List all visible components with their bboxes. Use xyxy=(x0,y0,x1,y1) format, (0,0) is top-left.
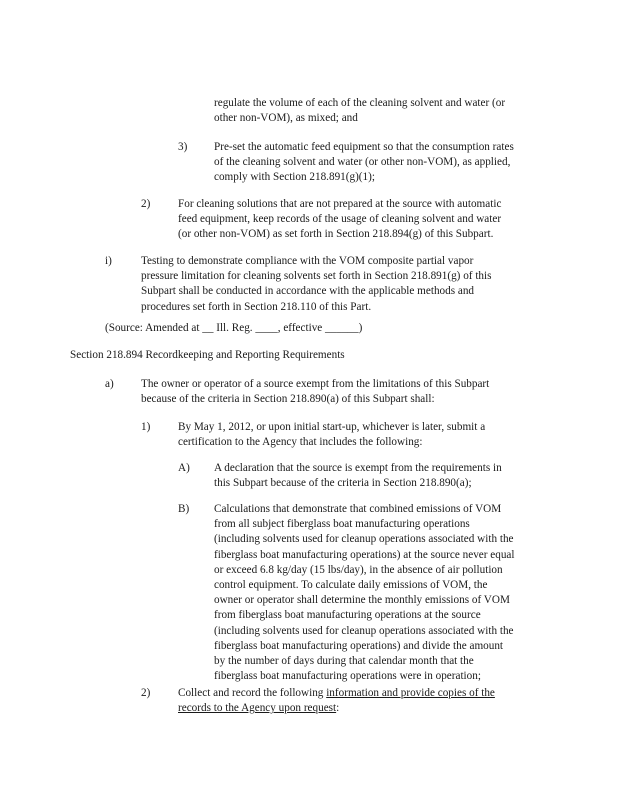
item-label: i) xyxy=(105,255,112,267)
item-B-text xyxy=(214,502,515,684)
text-line: The owner or operator of a source exempt from the limitations of this Subpart xyxy=(141,378,490,390)
source-note-text: (Source: Amended at __ Ill. Reg. ____, effective ______) xyxy=(105,322,363,334)
item-2-text xyxy=(178,197,501,243)
text-line: by the number of days during that calendar month that the xyxy=(214,655,474,668)
text-line: (or other non-VOM) as set forth in Section 218.894(g) of this Subpart. xyxy=(178,228,494,241)
item-3-text xyxy=(214,140,514,186)
section-heading xyxy=(70,348,345,363)
item-label: A) xyxy=(178,462,190,474)
text-line: (including solvents used for cleanup operations associated with the xyxy=(214,624,514,637)
plain-text: Collect and record the following xyxy=(178,687,327,699)
text-line: By May 1, 2012, or upon initial start-up, whichever is later, submit a xyxy=(178,421,486,433)
text-line: this Subpart because of the criteria in Section 218.890(a); xyxy=(214,477,472,490)
text-line: Pre-set the automatic feed equipment so that the consumption rates xyxy=(214,141,514,153)
item-label: a) xyxy=(105,378,114,390)
text-line: control equipment. To calculate daily emissions of VOM, the xyxy=(214,579,488,592)
text-line: feed equipment, keep records of the usage of cleaning solvent and water xyxy=(178,213,502,226)
text-line xyxy=(178,701,495,716)
text-line: because of the criteria in Section 218.890(a) of this Subpart shall: xyxy=(141,393,435,406)
text-line: of the cleaning solvent and water (or other non-VOM), as applied, xyxy=(214,156,511,169)
item-label: B) xyxy=(178,503,190,515)
item-label: 3) xyxy=(178,141,188,153)
subsection-i-text xyxy=(141,254,491,315)
text-line: (including solvents used for cleanup operations associated with the xyxy=(214,533,514,546)
item-1-text xyxy=(178,420,485,450)
underlined-amendment: information and provide copies of the xyxy=(326,687,495,699)
text-line: or exceed 6.8 kg/day (15 lbs/day), in the absence of air pollution xyxy=(214,563,503,576)
text-line: from fiberglass boat manufacturing operations at the source xyxy=(214,609,481,622)
subsection-a-text xyxy=(141,377,489,407)
text-line: A declaration that the source is exempt from the requirements in xyxy=(214,462,502,474)
text-line: For cleaning solutions that are not prepared at the source with automatic xyxy=(178,198,502,210)
text-line: owner or operator shall determine the monthly emissions of VOM xyxy=(214,594,510,607)
item-2-collect-text xyxy=(178,686,495,716)
text-line: comply with Section 218.891(g)(1); xyxy=(214,171,375,184)
plain-text: : xyxy=(336,702,340,715)
section-heading-text: Section 218.894 Recordkeeping and Reporting Requirements xyxy=(70,349,345,361)
text-line xyxy=(178,686,495,701)
item-A-text xyxy=(214,461,502,491)
text-line: Calculations that demonstrate that combined emissions of VOM xyxy=(214,503,502,515)
text-line: fiberglass boat manufacturing operations) and divide the amount xyxy=(214,639,504,652)
text-line: pressure limitation for cleaning solvents set forth in Section 218.891(g) of this xyxy=(141,270,492,283)
continued-paragraph xyxy=(214,96,505,126)
text-line: from all subject fiberglass boat manufacturing operations xyxy=(214,518,470,531)
text-line: fiberglass boat manufacturing operations) at the source never equal xyxy=(214,548,515,561)
text-line: procedures set forth in Section 218.110 of this Part. xyxy=(141,300,372,313)
text-line: Subpart shall be conducted in accordance with the applicable methods and xyxy=(141,285,475,298)
text-line: regulate the volume of each of the cleaning solvent and water (or xyxy=(214,97,506,109)
underlined-amendment: records to the Agency upon request xyxy=(178,702,337,715)
item-label: 2) xyxy=(141,198,151,210)
item-label: 2) xyxy=(141,687,151,699)
item-label: 1) xyxy=(141,421,151,433)
text-line: certification to the Agency that includes the following: xyxy=(178,436,423,449)
text-line: Testing to demonstrate compliance with the VOM composite partial vapor xyxy=(141,255,474,267)
text-line: fiberglass boat manufacturing operations were in operation; xyxy=(214,670,481,683)
source-note xyxy=(105,321,362,336)
text-line: other non-VOM), as mixed; and xyxy=(214,112,358,125)
